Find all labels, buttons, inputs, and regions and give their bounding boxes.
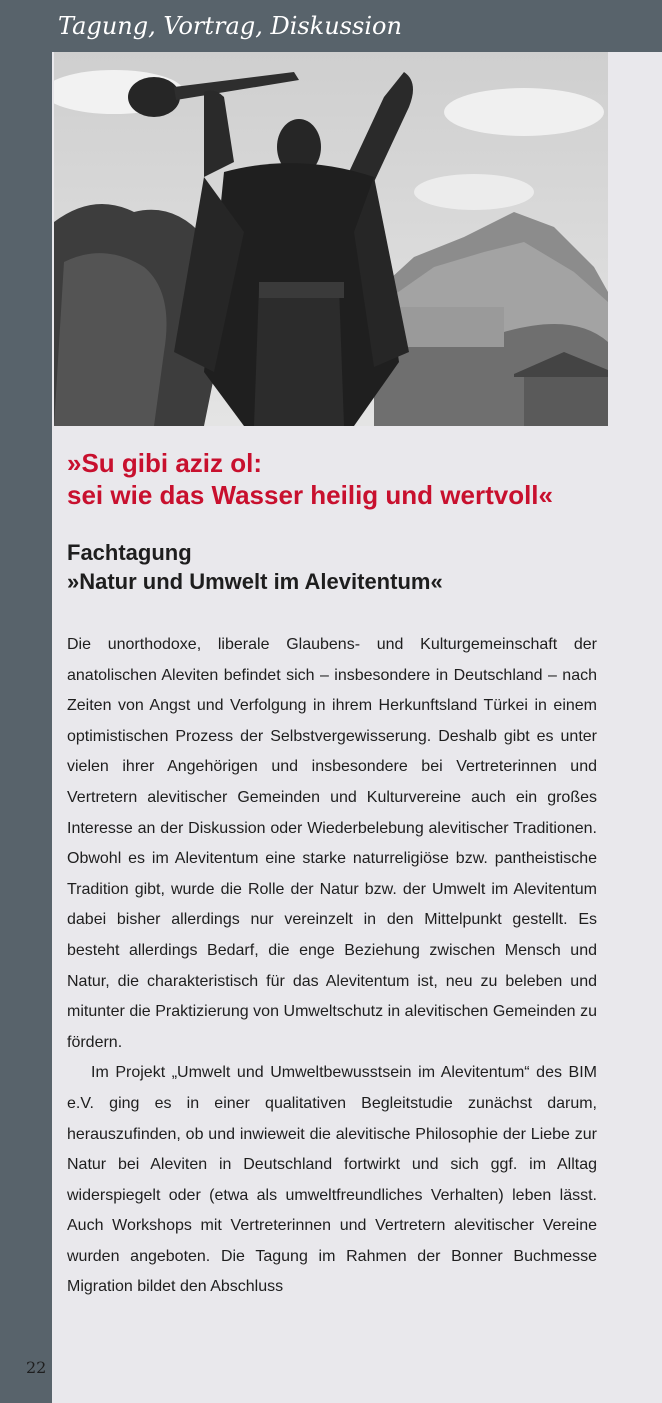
headline-line-1: »Su gibi aziz ol: xyxy=(67,448,263,478)
section-label: Tagung, Vortrag, Diskussion xyxy=(58,12,402,40)
body-paragraph-1: Die unorthodoxe, liberale Glaubens- und Kulturgemeinschaft der anatolischen Aleviten befindet sich – insbesondere in Deutschland – nach Zeiten von Angst und Verfolgung in ihrem Herkunftsland Türkei in einem optimistischen Prozess der Selbstvergewisserung. Deshalb gibt es unter vielen ihrer Angehörigen und insbesondere bei Vertreterinnen und Vertretern alevitischer Gemeinden und Kulturvereine auch ein großes Interesse an der Diskussion oder Wiederbelebung alevitischer Traditionen. Obwohl es im Alevitentum eine starke naturreligiöse bzw. pantheistische Tradition gibt, wurde die Rolle der Natur bzw. der Umwelt im Alevitentum dabei bisher allerdings nur vereinzelt in den Mittelpunkt gestellt. Es besteht allerdings Bedarf, die enge Beziehung zwischen Mensch und Natur, die charakteristisch für das Alevitentum ist, neu zu beleben und mitunter die Praktizierung von Umweltschutz in alevitischen Gemeinden zu fördern. xyxy=(67,636,597,1051)
headline xyxy=(67,447,647,511)
subheading xyxy=(67,538,647,596)
article-body xyxy=(67,630,597,1303)
body-paragraph-2: Im Projekt „Umwelt und Umweltbewusstsein im Alevitentum“ des BIM e.V. ging es in einer qualitativen Begleitstudie zunächst darum, herauszufinden, ob und inwieweit die alevitische Philosophie der Liebe zur Natur bei Aleviten in Deutschland fortwirkt und sich ggf. im Alltag widerspiegelt oder (etwa als umweltfreundliches Verhalten) leben lässt. Auch Workshops mit Vertreterinnen und Vertretern alevitischer Vereine wurden angeboten. Die Tagung im Rahmen der Bonner Buchmesse Migration bildet den Abschluss xyxy=(67,1064,597,1296)
page-number: 22 xyxy=(26,1358,47,1377)
subheading-line-1: Fachtagung xyxy=(67,540,192,565)
subheading-line-2: »Natur und Umwelt im Alevitentum« xyxy=(67,569,443,594)
statue-photo xyxy=(54,52,608,426)
headline-line-2: sei wie das Wasser heilig und wertvoll« xyxy=(67,480,553,510)
side-band xyxy=(0,0,52,1403)
